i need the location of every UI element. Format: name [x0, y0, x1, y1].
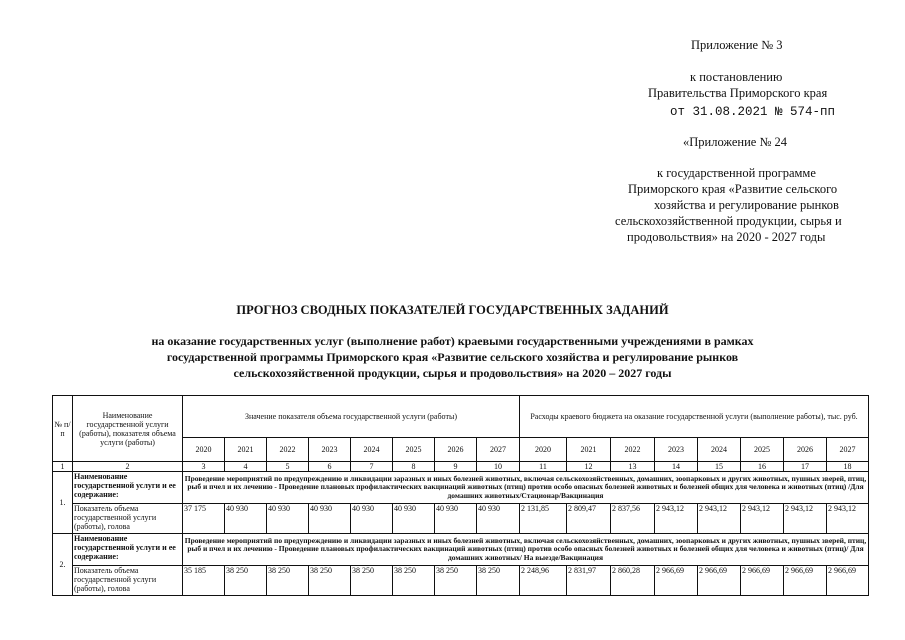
col-number: 14 — [655, 462, 698, 472]
header-name: Наименование государственной услуги (работы), показателя объема услуги (работы) — [73, 396, 183, 462]
volume-value: 37 175 — [183, 504, 225, 534]
col-number: 9 — [435, 462, 477, 472]
volume-value: 38 250 — [393, 566, 435, 596]
col-number: 6 — [309, 462, 351, 472]
resolution-label: к постановлению — [690, 70, 783, 84]
col-number: 5 — [267, 462, 309, 472]
col-number: 13 — [611, 462, 655, 472]
volume-value: 38 250 — [435, 566, 477, 596]
program-line-3: хозяйства и регулирование рынков — [654, 198, 839, 212]
col-number: 1 — [53, 462, 73, 472]
col-number: 4 — [225, 462, 267, 472]
budget-value: 2 966,69 — [741, 566, 784, 596]
volume-value: 40 930 — [393, 504, 435, 534]
year-cell: 2020 — [520, 438, 567, 462]
header-volume: Значение показателя объема государственной услуги (работы) — [183, 396, 520, 438]
volume-value: 40 930 — [435, 504, 477, 534]
volume-value: 40 930 — [351, 504, 393, 534]
service-row — [53, 472, 869, 504]
service-description: Проведение мероприятий по предупреждению и ликвидации заразных и иных болезней животных, включая сельскохозяйственных, домашних, зоопарковых и других животных, пушных зверей, птиц, рыб и пчел и их лечению - Проведение плановых профилактических вакцинаций животных (птиц) против особо опасных болезней животных и болезней общих для человека и животных (птиц)/ Для домашних животных/ На выезде/Вакцинация — [183, 534, 869, 566]
col-number: 3 — [183, 462, 225, 472]
service-name-label: Наименование государственной услуги и ее содержание: — [73, 534, 183, 566]
budget-value: 2 943,12 — [741, 504, 784, 534]
col-number: 16 — [741, 462, 784, 472]
col-number: 8 — [393, 462, 435, 472]
year-cell: 2020 — [183, 438, 225, 462]
row-number: 2. — [53, 534, 73, 596]
volume-value: 38 250 — [309, 566, 351, 596]
row-number: 1. — [53, 472, 73, 534]
budget-value: 2 837,56 — [611, 504, 655, 534]
year-cell: 2023 — [309, 438, 351, 462]
indicator-label: Показатель объема государственной услуги (работы), голова — [73, 566, 183, 596]
year-cell: 2023 — [655, 438, 698, 462]
table-header-row — [53, 396, 869, 438]
indicator-label: Показатель объема государственной услуги (работы), голова — [73, 504, 183, 534]
volume-value: 40 930 — [477, 504, 520, 534]
col-number: 7 — [351, 462, 393, 472]
budget-value: 2 831,97 — [567, 566, 611, 596]
col-number: 11 — [520, 462, 567, 472]
subtitle-line-1: на оказание государственных услуг (выполнение работ) краевыми государственными учреждениями в рамках — [151, 334, 754, 348]
col-number: 12 — [567, 462, 611, 472]
volume-value: 38 250 — [477, 566, 520, 596]
column-numbers-row — [53, 462, 869, 472]
budget-value: 2 809,47 — [567, 504, 611, 534]
indicator-row — [53, 566, 869, 596]
budget-value: 2 966,69 — [784, 566, 827, 596]
page-title: ПРОГНОЗ СВОДНЫХ ПОКАЗАТЕЛЕЙ ГОСУДАРСТВЕННЫХ ЗАДАНИЙ — [236, 303, 669, 317]
budget-value: 2 966,69 — [698, 566, 741, 596]
year-cell: 2025 — [741, 438, 784, 462]
budget-value: 2 966,69 — [655, 566, 698, 596]
program-line-4: сельскохозяйственной продукции, сырья и — [615, 214, 842, 228]
indicator-row — [53, 504, 869, 534]
subtitle-line-2: государственной программы Приморского края «Развитие сельского хозяйства и регулирование рынков — [166, 350, 739, 364]
year-cell: 2027 — [827, 438, 869, 462]
appendix-label: Приложение № 3 — [691, 38, 783, 52]
service-description: Проведение мероприятий по предупреждению и ликвидации заразных и иных болезней животных, включая сельскохозяйственных, домашних, зоопарковых и других животных, пушных зверей, птиц, рыб и пчел и их лечению - Проведение плановых профилактических вакцинаций животных (птиц) против особо опасных болезней животных и болезней общих для человека и животных (птиц) /Для домашних животных/Стационар/Вакцинация — [183, 472, 869, 504]
col-number: 17 — [784, 462, 827, 472]
state-assignments-table — [52, 395, 869, 596]
appendix-old-label: «Приложение № 24 — [683, 135, 788, 149]
year-cell: 2026 — [435, 438, 477, 462]
budget-value: 2 943,12 — [784, 504, 827, 534]
year-cell: 2025 — [393, 438, 435, 462]
budget-value: 2 943,12 — [698, 504, 741, 534]
year-cell: 2026 — [784, 438, 827, 462]
volume-value: 38 250 — [351, 566, 393, 596]
year-cell: 2024 — [351, 438, 393, 462]
volume-value: 40 930 — [309, 504, 351, 534]
year-cell: 2021 — [567, 438, 611, 462]
service-name-label: Наименование государственной услуги и ее содержание: — [73, 472, 183, 504]
budget-value: 2 248,96 — [520, 566, 567, 596]
header-no: № п/п — [53, 396, 73, 462]
header-budget: Расходы краевого бюджета на оказание государственной услуги (выполнение работы), тыс. руб. — [520, 396, 869, 438]
volume-value: 40 930 — [225, 504, 267, 534]
volume-value: 40 930 — [267, 504, 309, 534]
volume-value: 38 250 — [267, 566, 309, 596]
col-number: 10 — [477, 462, 520, 472]
program-line-1: к государственной программе — [657, 166, 816, 180]
year-cell: 2024 — [698, 438, 741, 462]
budget-value: 2 943,12 — [655, 504, 698, 534]
date-number: от 31.08.2021 № 574-пп — [670, 105, 836, 119]
subtitle-line-3: сельскохозяйственной продукции, сырья и продовольствия» на 2020 – 2027 годы — [233, 366, 672, 380]
year-cell: 2027 — [477, 438, 520, 462]
budget-value: 2 860,28 — [611, 566, 655, 596]
program-line-5: продовольствия» на 2020 - 2027 годы — [627, 230, 826, 244]
volume-value: 38 250 — [225, 566, 267, 596]
service-row — [53, 534, 869, 566]
year-cell: 2022 — [611, 438, 655, 462]
budget-value: 2 966,69 — [827, 566, 869, 596]
col-number: 2 — [73, 462, 183, 472]
program-line-2: Приморского края «Развитие сельского — [628, 182, 838, 196]
budget-value: 2 943,12 — [827, 504, 869, 534]
budget-value: 2 131,85 — [520, 504, 567, 534]
col-number: 15 — [698, 462, 741, 472]
government-label: Правительства Приморского края — [648, 86, 828, 100]
year-cell: 2021 — [225, 438, 267, 462]
col-number: 18 — [827, 462, 869, 472]
year-cell: 2022 — [267, 438, 309, 462]
volume-value: 35 185 — [183, 566, 225, 596]
